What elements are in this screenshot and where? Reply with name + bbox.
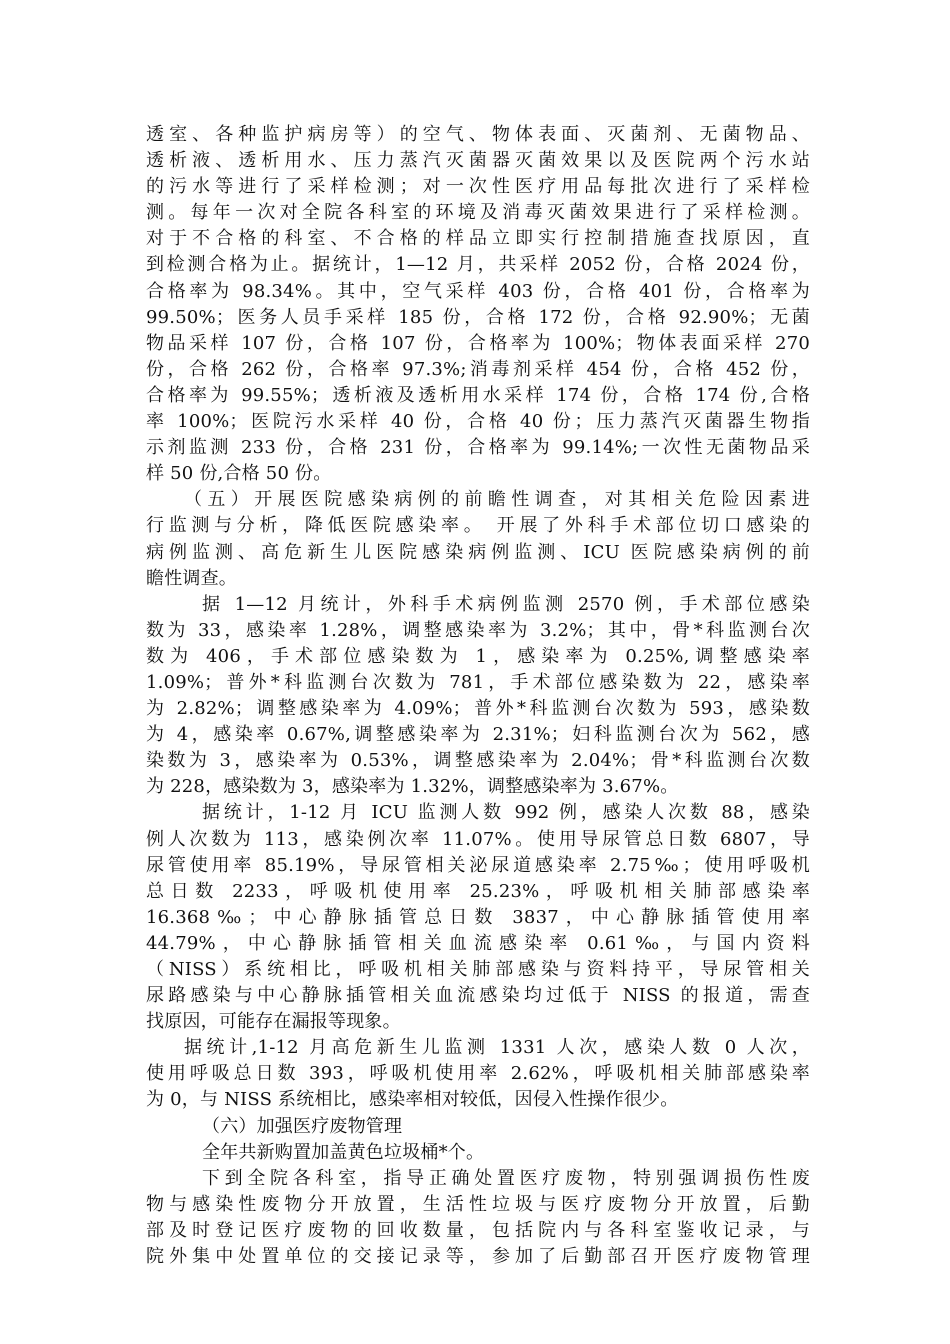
text-line: 下到全院各科室，指导正确处置医疗废物，特别强调损伤性废 — [202, 1167, 810, 1189]
text-line: 的污水等进行了采样检测；对一次性医疗用品每批次进行了采样检 — [146, 176, 810, 198]
text-line: 总日数 2233，呼吸机使用率 25.23%，呼吸机相关肺部感染率 — [146, 880, 810, 902]
text-line: 对于不合格的科室、不合格的样品立即实行控制措施查找原因，直 — [146, 228, 810, 250]
text-line: 合格率为 99.55%；透析液及透析用水采样 174 份，合格 174 份,合格 — [146, 384, 810, 406]
text-line: 为 4，感染率 0.67%,调整感染率为 2.31%；妇科监测台次为 562，感 — [146, 724, 810, 746]
text-line: 44.79%，中心静脉插管相关血流感染率 0.61‰，与国内资料 — [146, 932, 810, 954]
text-line: 为 228，感染数为 3，感染率为 1.32%，调整感染率为 3.67%。 — [146, 776, 679, 798]
text-line: 据统计，1-12 月 ICU 监测人数 992 例，感染人次数 88，感染 — [202, 802, 810, 824]
text-line: 示剂监测 233 份，合格 231 份，合格率为 99.14%;一次性无菌物品采 — [146, 437, 810, 459]
text-line: 染数为 3，感染率为 0.53%，调整感染率为 2.04%；骨*科监测台次数 — [146, 750, 810, 772]
text-line: 据统计,1-12 月高危新生儿监测 1331 人次，感染人数 0 人次， — [184, 1037, 810, 1059]
text-line: 部及时登记医疗废物的回收数量，包括院内与各科室鉴收记录，与 — [146, 1219, 810, 1241]
text-line: 数为 406，手术部位感染数为 1，感染率为 0.25%,调整感染率 — [146, 645, 810, 667]
text-line: 瞻性调查。 — [146, 567, 237, 589]
text-line: 物品采样 107 份，合格 107 份，合格率为 100%；物体表面采样 270 — [146, 332, 810, 354]
text-line: 据 1—12 月统计，外科手术病例监测 2570 例，手术部位感染 — [202, 593, 810, 615]
text-line: 为 2.82%；调整感染率为 4.09%；普外*科监测台次数为 593，感染数 — [146, 698, 810, 720]
text-line: 率 100%；医院污水采样 40 份，合格 40 份；压力蒸汽灭菌器生物指 — [146, 411, 810, 433]
text-line: 到检测合格为止。据统计，1—12 月，共采样 2052 份，合格 2024 份， — [146, 254, 810, 276]
text-line: 透室、各种监护病房等）的空气、物体表面、灭菌剂、无菌物品、 — [146, 124, 810, 145]
text-line: 99.50%；医务人员手采样 185 份，合格 172 份，合格 92.90%；无菌 — [146, 306, 810, 328]
text-line: 16.368‰；中心静脉插管总日数 3837，中心静脉插管使用率 — [146, 906, 810, 928]
text-line: 份，合格 262 份，合格率 97.3%;消毒剂采样 454 份，合格 452 份， — [146, 358, 810, 380]
text-line: 病例监测、高危新生儿医院感染病例监测、ICU 医院感染病例的前 — [146, 541, 810, 563]
text-line: 全年共新购置加盖黄色垃圾桶*个。 — [202, 1141, 485, 1163]
text-line: 尿管使用率 85.19%，导尿管相关泌尿道感染率 2.75‰；使用呼吸机 — [146, 854, 810, 876]
document-body — [146, 122, 810, 1270]
text-line: （五）开展医院感染病例的前瞻性调查，对其相关危险因素进 — [184, 489, 810, 511]
text-line: 为 0，与 NISS 系统相比，感染率相对较低，因侵入性操作很少。 — [146, 1089, 679, 1111]
text-line: 使用呼吸总日数 393，呼吸机使用率 2.62%，呼吸机相关肺部感染率 — [146, 1063, 810, 1085]
text-line: 院外集中处置单位的交接记录等，参加了后勤部召开医疗废物管理 — [146, 1246, 810, 1268]
text-line: 物与感染性废物分开放置，生活性垃圾与医疗废物分开放置，后勤 — [146, 1193, 810, 1215]
text-line: 例人次数为 113，感染例次率 11.07%。使用导尿管总日数 6807，导 — [146, 828, 810, 850]
text-line: 数为 33，感染率 1.28%，调整感染率为 3.2%；其中，骨*科监测台次 — [146, 619, 810, 641]
text-line: 尿路感染与中心静脉插管相关血流感染均过低于 NISS 的报道，需查 — [146, 985, 810, 1007]
text-line: 行监测与分析，降低医院感染率。 开展了外科手术部位切口感染的 — [146, 515, 810, 537]
text-line: 测。每年一次对全院各科室的环境及消毒灭菌效果进行了采样检测。 — [146, 202, 810, 224]
text-line: 1.09%；普外*科监测台次数为 781，手术部位感染数为 22，感染率 — [146, 671, 810, 693]
text-line: 透析液、透析用水、压力蒸汽灭菌器灭菌效果以及医院两个污水站 — [146, 150, 810, 172]
text-line: （六）加强医疗废物管理 — [202, 1115, 403, 1137]
text-line: （NISS）系统相比，呼吸机相关肺部感染与资料持平，导尿管相关 — [146, 959, 810, 980]
text-line: 样 50 份,合格 50 份。 — [146, 463, 332, 485]
text-line: 找原因，可能存在漏报等现象。 — [146, 1011, 401, 1033]
text-line: 合格率为 98.34%。其中，空气采样 403 份，合格 401 份，合格率为 — [146, 280, 810, 302]
